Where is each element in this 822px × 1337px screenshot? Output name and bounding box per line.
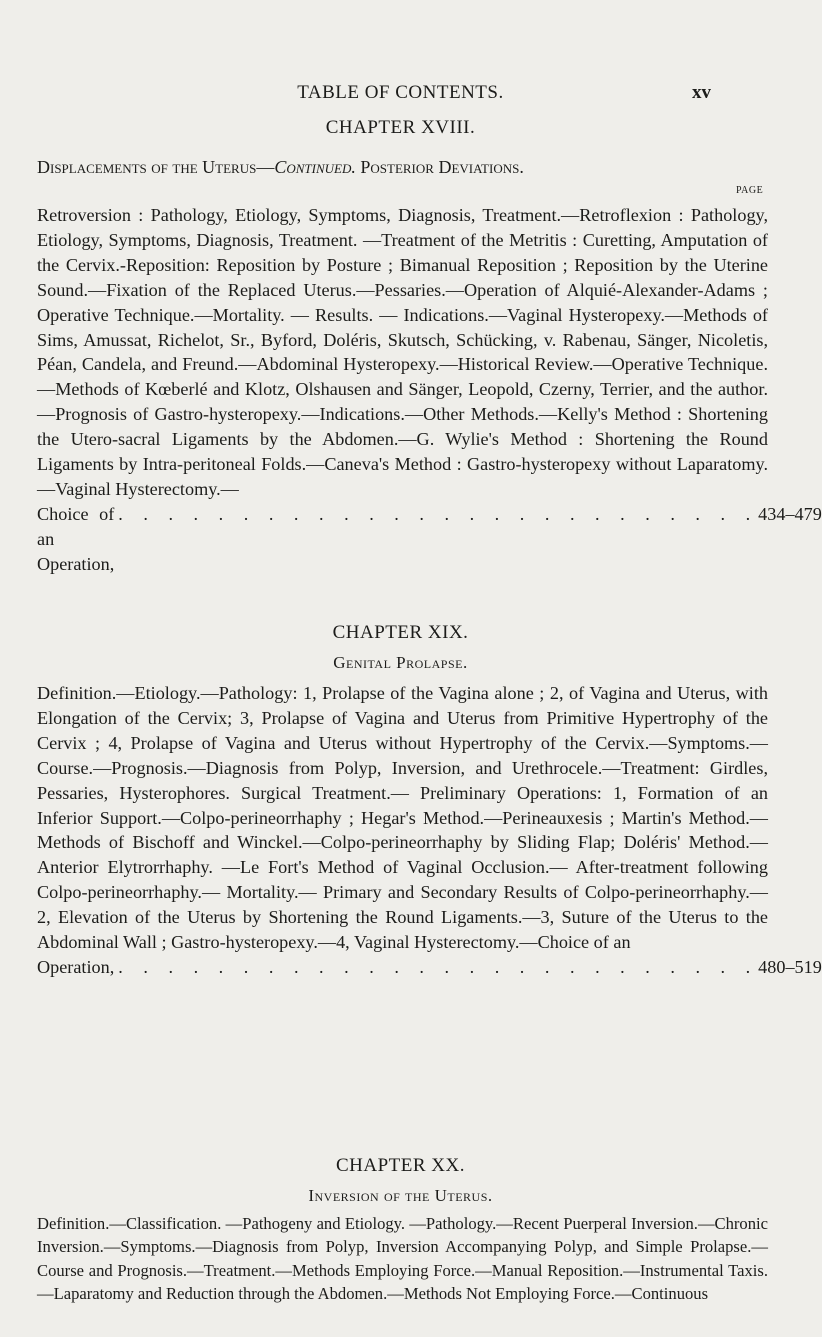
chapter-title-xx: CHAPTER XX. — [335, 1155, 465, 1176]
chapter-xviii-contents — [37, 203, 822, 577]
running-title: TABLE OF CONTENTS. — [297, 82, 504, 103]
page-number: xv — [692, 82, 711, 103]
chapter-xviii-last-line: Choice of an Operation, — [37, 503, 115, 574]
chapter-title-xviii: CHAPTER XVIII. — [325, 117, 476, 138]
leader-dots: . . . . . . . . . . . . . . . . . . . . . . . . . . — [118, 503, 759, 524]
leader-dots: . . . . . . . . . . . . . . . . . . . . . . . . . . — [118, 956, 759, 977]
chapter-heading-xix: Genital Prolapse. — [333, 653, 468, 672]
chapter-xix-entry-line — [37, 955, 822, 980]
chapter-heading-xx: Inversion of the Uterus. — [308, 1186, 493, 1205]
chapter-xix-last-line: Operation, — [37, 956, 115, 977]
heading-suffix: Posterior Deviations. — [355, 157, 524, 177]
chapter-xx-body: Definition.—Classification. —Pathogeny and Etiology. —Pathology.—Recent Puerperal Inversion.—Chronic Inversion.—Symptoms.—Diagnosis from Polyp, Inversion Accompanying Polyp, and Simple Prolapse.—Course and Prognosis.—Treatment.—Methods Employing Force.—Manual Reposition.—Instrumental Taxis.—Laparatomy and Reduction through the Abdomen.—Methods Not Employing Force.—Continuous — [37, 1214, 768, 1304]
chapter-title-xix: CHAPTER XIX. — [332, 622, 469, 643]
chapter-heading-xviii — [37, 157, 524, 178]
heading-continued: Continued. — [274, 157, 356, 177]
chapter-xviii-entry-line — [37, 502, 822, 577]
heading-prefix: Displacements of the Uterus— — [37, 157, 275, 177]
chapter-xix-body: Definition.—Etiology.—Pathology: 1, Prolapse of the Vagina alone ; 2, of Vagina and Uterus, with Elongation of the Cervix; 3, Prolapse of Vagina and Uterus from Primitive Hypertrophy of the Cervix ; 4, Prolapse of Vagina and Uterus without Hypertrophy of the Cervix.—Symptoms.—Course.—Prognosis.—Diagnosis from Polyp, Inversion, and Urethrocele.—Treatment: Girdles, Pessaries, Hysterophores. Surgical Treatment.— Preliminary Operations: 1, Formation of an Inferior Support.—Colpo-perineorrhaphy ; Hegar's Method.—Perineauxesis ; Martin's Method.—Methods of Bischoff and Winckel.—Colpo-perineorrhaphy by Sliding Flap; Doléris' Method.—Anterior Elytrorrhaphy. —Le Fort's Method of Vaginal Occlusion.— After-treatment following Colpo-perineorrhaphy.— Mortality.— Primary and Secondary Results of Colpo-perineorrhaphy.— 2, Elevation of the Uterus by Shortening the Round Ligaments.—3, Suture of the Uterus to the Abdominal Wall ; Gastro-hysteropexy.—4, Vaginal Hysterectomy.—Choice of an — [37, 683, 768, 953]
chapter-xviii-body: Retroversion : Pathology, Etiology, Symptoms, Diagnosis, Treatment.—Retroflexion : Pathology, Etiology, Symptoms, Diagnosis, Treatment. —Treatment of the Metritis : Curetting, Amputation of the Cervix.-Reposition: Reposition by Posture ; Bimanual Reposition ; Reposition by the Uterine Sound.—Fixation of the Replaced Uterus.—Pessaries.—Operation of Alquié-Alexander-Adams ; Operative Technique.—Mortality. — Results. — Indications.—Vaginal Hysteropexy.—Methods of Sims, Amussat, Richelot, Sr., Byford, Doléris, Skutsch, Schücking, v. Rabenau, Sänger, Nicoletis, Péan, Candela, and Freund.—Abdominal Hysteropexy.—Historical Review.—Operative Technique.—Methods of Kœberlé and Klotz, Olshausen and Sänger, Leopold, Czerny, Terrier, and the author.—Prognosis of Gastro-hysteropexy.—Indications.—Other Methods.—Kelly's Method : Shortening the Utero-sacral Ligaments by the Abdomen.—G. Wylie's Method : Shortening the Round Ligaments by Intra-peritoneal Folds.—Caneva's Method : Gastro-hysteropexy without Laparatomy.—Vaginal Hysterectomy.— — [37, 205, 768, 499]
chapter-xviii-pages: 434–479 — [758, 503, 822, 524]
chapter-xix-contents — [37, 681, 822, 980]
page-column-label: PAGE — [736, 185, 764, 196]
chapter-xx-contents — [37, 1212, 768, 1306]
chapter-xix-pages: 480–519 — [758, 956, 822, 977]
